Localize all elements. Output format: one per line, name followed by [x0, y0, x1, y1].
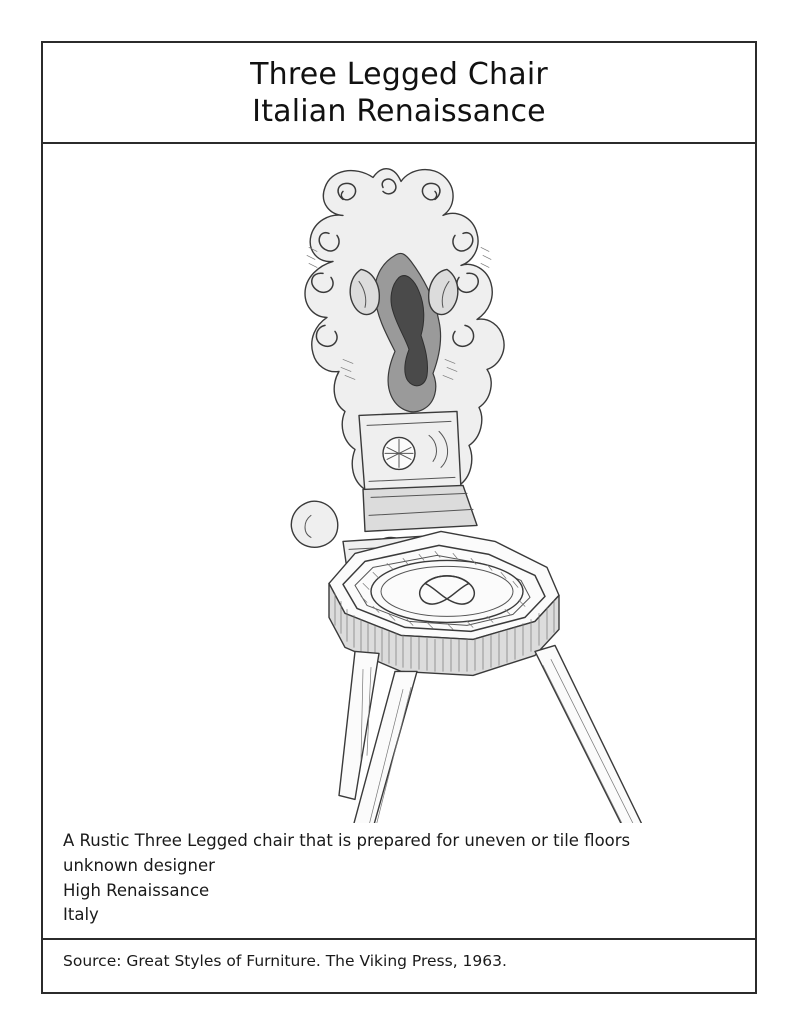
caption-line-4: Italy	[63, 905, 99, 925]
title-block	[43, 43, 755, 144]
caption-line-1: A Rustic Three Legged chair that is prepared for uneven or tile floors	[63, 831, 631, 850]
source-citation: Source: Great Styles of Furniture. The Viking Press, 1963.	[63, 952, 507, 970]
chair-legs	[321, 646, 659, 823]
chair-backrest	[305, 169, 504, 516]
leg-right	[535, 646, 659, 823]
page-title-line-2: Italian Renaissance	[252, 93, 546, 129]
page-title-line-1: Three Legged Chair	[250, 57, 548, 92]
sheet-border	[41, 41, 757, 994]
caption-line-2: unknown designer	[63, 855, 215, 875]
caption-block	[43, 823, 755, 940]
caption-line-3: High Renaissance	[63, 880, 210, 900]
three-legged-chair-sketch	[43, 144, 755, 823]
illustration-area	[43, 144, 755, 823]
left-scroll-stub	[291, 501, 337, 547]
source-block	[43, 940, 755, 992]
